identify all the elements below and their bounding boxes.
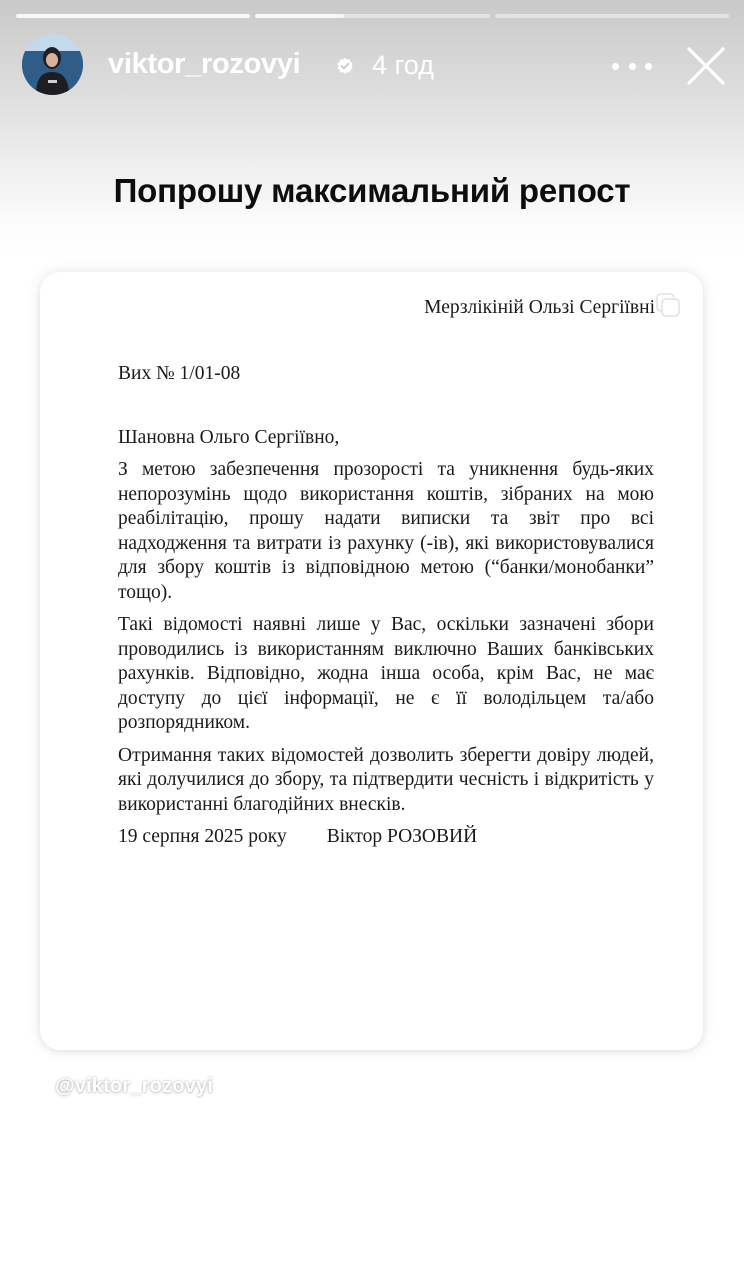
progress-segment [495, 14, 729, 18]
letter-outgoing-number: Вих № 1/01-08 [118, 363, 241, 384]
letter [40, 272, 703, 1050]
story-headline: Попрошу максимальний репост [113, 172, 631, 209]
letter-body [118, 458, 654, 850]
letter-recipient: Мерзлікіній Ользі Сергіївні [424, 297, 655, 318]
letter-paragraph: Такі відомості наявні лише у Вас, оскільки зазначені збори проводились із використанням виключно Ваших банківських рахунків. Відповідно, жодна інша особа, крім Вас, не має доступу до цієї інформації, не є її володільцем та/або розпорядником. [118, 614, 654, 733]
more-horizontal-icon [629, 63, 636, 70]
verified-badge-icon [336, 57, 354, 75]
letter-date: 19 серпня 2025 року [118, 826, 287, 847]
progress-segment-fill [16, 14, 250, 18]
story-progress-bar [16, 14, 729, 18]
letter-greeting: Шановна Ольго Сергіївно, [118, 427, 340, 448]
username[interactable]: viktor_rozovyi [108, 48, 301, 80]
letter-paragraph: Отримання таких відомостей дозволить зберегти довіру людей, які долучилися до збору, та підтвердити чесність і відкритість у використанні благодійних внесків. [118, 744, 654, 815]
copy-icon [655, 292, 681, 318]
avatar[interactable] [22, 34, 83, 95]
progress-segment [16, 14, 250, 18]
story-time-ago: 4 год [372, 50, 434, 80]
letter-signature: Віктор РОЗОВИЙ [326, 826, 478, 847]
more-horizontal-icon [645, 63, 652, 70]
mention-sticker[interactable]: @viktor_rozovyi [55, 1075, 214, 1097]
progress-segment-fill [255, 14, 344, 18]
document-image [40, 272, 703, 1050]
letter-signature-line [118, 825, 654, 850]
story-header [22, 34, 728, 96]
close-icon[interactable] [686, 46, 726, 86]
user-avatar-icon [22, 34, 83, 95]
letter-paragraph: З метою забезпечення прозорості та уникнення будь-яких непорозумінь щодо використання коштів, зібраних на мою реабілітацію, прошу надати виписки та звіт про всі надходження та витрати із рахунку (-ів), які використовувалися для збору коштів із відповідною метою (“банки/монобанки” тощо). [118, 459, 654, 603]
progress-segment [255, 14, 489, 18]
more-options-button[interactable] [612, 54, 652, 78]
more-horizontal-icon [612, 63, 619, 70]
